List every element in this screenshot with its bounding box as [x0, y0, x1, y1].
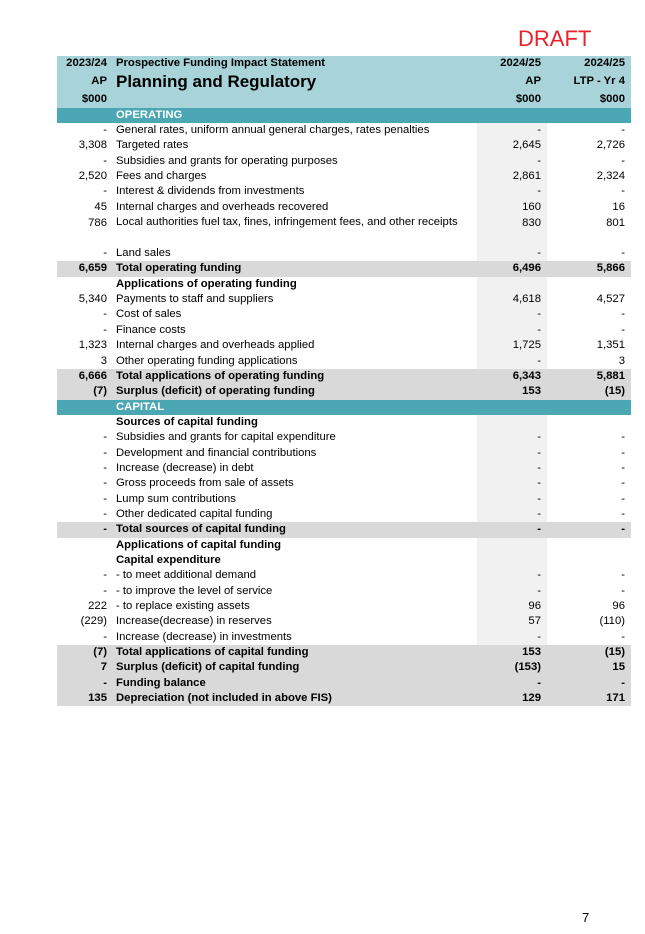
col-2023-24-heading: 2023/24 [66, 57, 107, 69]
table-row [57, 446, 631, 461]
value-2023-24: - [103, 247, 107, 260]
row-label: Increase (decrease) in investments [116, 630, 292, 643]
value-2023-24: - [103, 584, 107, 597]
value-2024-25-ap: 830 [477, 215, 547, 246]
total-row [57, 645, 631, 660]
value-2024-25-ltp: - [621, 630, 625, 643]
table-row [57, 476, 631, 491]
row-label: General rates, uniform annual general charges, rates penalties [116, 124, 430, 137]
value-2024-25-ltp: - [621, 154, 625, 167]
row-label: Total applications of capital funding [116, 646, 309, 659]
value-2024-25-ap: - [477, 584, 547, 599]
row-label: Other dedicated capital funding [116, 507, 273, 520]
value-2024-25-ap: - [477, 568, 547, 583]
table-row [57, 430, 631, 445]
col-2024-25-ap-heading: 2024/25 [500, 57, 541, 69]
table-row [57, 307, 631, 322]
section-title: CAPITAL [116, 400, 165, 413]
value-2023-24: - [103, 446, 107, 459]
value-2023-24: - [103, 676, 107, 689]
value-2023-24: - [103, 461, 107, 474]
value-2023-24: - [103, 308, 107, 321]
value-2024-25-ltp: - [621, 185, 625, 198]
row-label: Subsidies and grants for operating purposes [116, 154, 338, 167]
value-2023-24: 2,520 [78, 170, 107, 183]
row-label: Internal charges and overheads applied [116, 339, 315, 352]
row-label: Increase (decrease) in debt [116, 461, 254, 474]
row-label: Cost of sales [116, 308, 182, 321]
subheading-row [57, 415, 631, 430]
header-row-units [57, 92, 631, 107]
col-2024-25-ltp-heading: 2024/25 [584, 57, 625, 69]
row-label: Development and financial contributions [116, 446, 317, 459]
value-2024-25-ap: - [477, 354, 547, 369]
value-2023-24: (229) [80, 615, 107, 628]
header-row-years [57, 56, 631, 71]
value-2024-25-ltp: - [621, 446, 625, 459]
total-row [57, 691, 631, 706]
row-label: - to improve the level of service [116, 584, 273, 597]
row-label: Interest & dividends from investments [116, 185, 305, 198]
value-2024-25-ltp: 801 [606, 217, 625, 230]
value-2024-25-ap: 2,645 [477, 138, 547, 153]
value-2024-25-ltp: 171 [606, 692, 625, 705]
row-label: Targeted rates [116, 139, 189, 152]
value-2023-24: - [103, 124, 107, 137]
value-2024-25-ap: 160 [477, 200, 547, 215]
section-operating [57, 108, 631, 123]
row-label: Other operating funding applications [116, 354, 298, 367]
value-2024-25-ltp: 2,324 [596, 170, 625, 183]
value-2023-24: 45 [94, 200, 107, 213]
row-label: Surplus (deficit) of operating funding [116, 385, 315, 398]
value-2023-24: 3 [100, 354, 107, 367]
table-row [57, 338, 631, 353]
total-row [57, 676, 631, 691]
table-row [57, 614, 631, 629]
value-2024-25-ap: 6,496 [512, 262, 541, 275]
row-label: Subsidies and grants for capital expenditure [116, 431, 336, 444]
header-blank [113, 92, 477, 107]
table-row [57, 169, 631, 184]
section-capital [57, 400, 631, 415]
value-2023-24: - [103, 569, 107, 582]
value-2024-25-ltp: 1,351 [596, 339, 625, 352]
value-2024-25-ap: - [537, 523, 541, 536]
value-2024-25-ltp: - [621, 431, 625, 444]
subheading-label: Capital expenditure [116, 553, 221, 566]
table-row [57, 138, 631, 153]
value-2024-25-ap: - [477, 461, 547, 476]
value-2023-24: 7 [100, 661, 107, 674]
table-row [57, 461, 631, 476]
value-2024-25-ap: - [477, 507, 547, 522]
value-2023-24: 1,323 [78, 339, 107, 352]
value-2024-25-ap: 153 [522, 385, 541, 398]
value-2023-24: - [103, 523, 107, 536]
value-2024-25-ap: - [477, 323, 547, 338]
table-row [57, 123, 631, 138]
total-row [57, 369, 631, 384]
subheading-row [57, 277, 631, 292]
value-2023-24: - [103, 507, 107, 520]
value-2023-24: 5,340 [78, 293, 107, 306]
table-row [57, 246, 631, 261]
col-ap-label: AP [91, 75, 107, 88]
table-row [57, 492, 631, 507]
row-label: Total applications of operating funding [116, 369, 325, 382]
value-2024-25-ltp: - [621, 461, 625, 474]
value-2024-25-ltp: 5,866 [596, 262, 625, 275]
value-2024-25-ltp: 4,527 [596, 293, 625, 306]
page-number: 7 [582, 910, 590, 925]
row-label: Increase(decrease) in reserves [116, 615, 272, 628]
value-2023-24: 3,308 [78, 139, 107, 152]
value-2024-25-ltp: - [621, 323, 625, 336]
value-2024-25-ap: - [477, 123, 547, 138]
value-2024-25-ap: 153 [522, 646, 541, 659]
header-row-title [57, 71, 631, 92]
value-2023-24: 786 [88, 217, 107, 230]
table-row [57, 354, 631, 369]
table-row [57, 200, 631, 215]
value-2024-25-ap: 96 [477, 599, 547, 614]
row-label: Gross proceeds from sale of assets [116, 477, 294, 490]
row-label: Total sources of capital funding [116, 523, 286, 536]
table-row [57, 154, 631, 169]
value-2023-24: 6,666 [78, 369, 107, 382]
row-label: Depreciation (not included in above FIS) [116, 692, 332, 705]
value-2024-25-ltp: 3 [618, 354, 625, 367]
table-row [57, 215, 631, 246]
row-label: Lump sum contributions [116, 492, 236, 505]
value-2023-24: - [103, 431, 107, 444]
value-2024-25-ap: - [477, 246, 547, 261]
col-ap-label: AP [525, 75, 541, 88]
subheading-row [57, 553, 631, 568]
table-row [57, 599, 631, 614]
draft-watermark-label: DRAFT [518, 26, 592, 51]
value-2024-25-ltp: 15 [612, 661, 625, 674]
col-unit-label: $000 [599, 93, 625, 106]
value-2023-24: - [103, 630, 107, 643]
value-2024-25-ltp: 2,726 [596, 139, 625, 152]
value-2024-25-ap: 129 [522, 692, 541, 705]
value-2024-25-ltp: - [621, 507, 625, 520]
funding-impact-statement-table [57, 56, 631, 706]
row-label: - to meet additional demand [116, 569, 257, 582]
value-2024-25-ap: - [477, 492, 547, 507]
value-2024-25-ltp: 16 [612, 200, 625, 213]
activity-title: Planning and Regulatory [116, 72, 317, 92]
value-2024-25-ap: - [477, 446, 547, 461]
table-row [57, 292, 631, 307]
value-2023-24: - [103, 492, 107, 505]
value-2024-25-ltp: 5,881 [596, 369, 625, 382]
value-2024-25-ap: 2,861 [477, 169, 547, 184]
value-2024-25-ltp: - [621, 523, 625, 536]
table-row [57, 507, 631, 522]
total-row [57, 660, 631, 675]
col-ltp-yr4-label: LTP - Yr 4 [573, 75, 625, 88]
row-label: Payments to staff and suppliers [116, 293, 274, 306]
value-2024-25-ap: - [477, 430, 547, 445]
value-2024-25-ltp: - [621, 308, 625, 321]
value-2024-25-ltp: 96 [612, 600, 625, 612]
value-2024-25-ap: 4,618 [477, 292, 547, 307]
subheading-label: Sources of capital funding [116, 415, 258, 428]
value-2024-25-ltp: (15) [604, 646, 625, 659]
value-2024-25-ltp: - [621, 569, 625, 582]
col-unit-label: $000 [81, 93, 107, 106]
total-row [57, 384, 631, 399]
value-2024-25-ltp: - [621, 492, 625, 505]
value-2023-24: - [103, 477, 107, 490]
value-2024-25-ltp: - [621, 676, 625, 689]
value-2023-24: (7) [93, 646, 107, 659]
total-row [57, 522, 631, 537]
subheading-label: Applications of operating funding [116, 277, 297, 290]
value-2023-24: - [103, 154, 107, 167]
table-row [57, 630, 631, 645]
row-label: Local authorities fuel tax, fines, infringement fees, and other receipts [116, 216, 458, 229]
row-label: - to replace existing assets [116, 600, 250, 612]
table-row [57, 323, 631, 338]
row-label: Fees and charges [116, 170, 207, 183]
row-label: Funding balance [116, 676, 206, 689]
value-2024-25-ap: 6,343 [512, 369, 541, 382]
value-2024-25-ap: 1,725 [477, 338, 547, 353]
value-2023-24: 135 [88, 692, 107, 705]
row-label: Land sales [116, 247, 171, 260]
value-2023-24: 222 [88, 600, 107, 612]
value-2023-24: - [103, 323, 107, 336]
value-2024-25-ltp: (110) [599, 615, 625, 628]
value-2024-25-ap: (153) [514, 661, 541, 674]
table-row [57, 184, 631, 199]
value-2023-24: (7) [93, 385, 107, 398]
value-2024-25-ap: - [477, 476, 547, 491]
value-2023-24: 6,659 [78, 262, 107, 275]
value-2024-25-ltp: - [621, 477, 625, 490]
col-unit-label: $000 [515, 93, 541, 106]
value-2024-25-ap: 57 [477, 614, 547, 629]
value-2024-25-ltp: - [621, 584, 625, 597]
row-label: Surplus (deficit) of capital funding [116, 661, 300, 674]
row-label: Finance costs [116, 323, 186, 336]
value-2024-25-ltp: (15) [604, 385, 625, 398]
value-2024-25-ap: - [477, 630, 547, 645]
value-2024-25-ap: - [537, 676, 541, 689]
value-2024-25-ap: - [477, 307, 547, 322]
value-2024-25-ap: - [477, 184, 547, 199]
statement-title: Prospective Funding Impact Statement [116, 57, 326, 69]
total-row [57, 261, 631, 276]
row-label: Internal charges and overheads recovered [116, 200, 329, 213]
value-2023-24: - [103, 185, 107, 198]
value-2024-25-ap: - [477, 154, 547, 169]
subheading-row [57, 538, 631, 553]
value-2024-25-ltp: - [621, 247, 625, 260]
section-title: OPERATING [116, 108, 183, 121]
row-label: Total operating funding [116, 262, 242, 275]
table-row [57, 584, 631, 599]
value-2024-25-ltp: - [621, 124, 625, 137]
table-row [57, 568, 631, 583]
subheading-label: Applications of capital funding [116, 538, 282, 551]
